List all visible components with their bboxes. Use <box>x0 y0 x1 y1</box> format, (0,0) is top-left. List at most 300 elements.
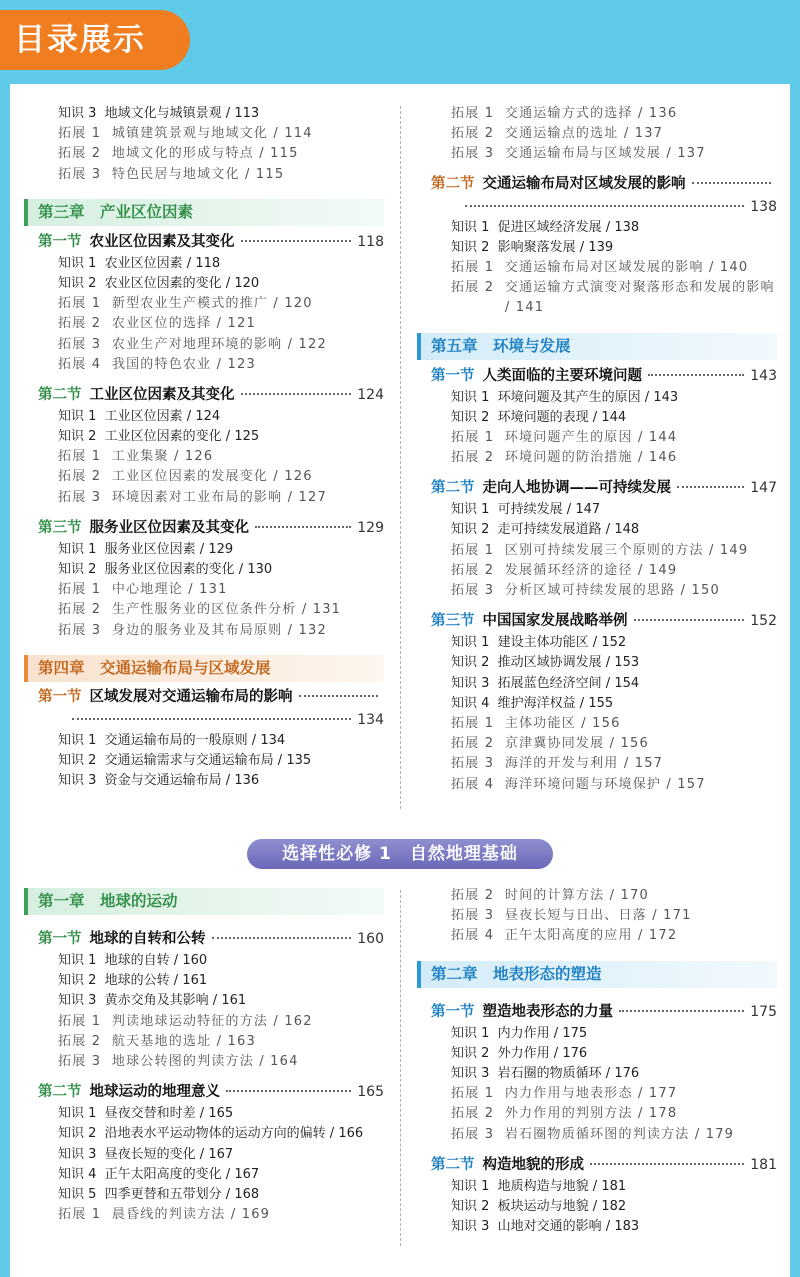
item-gap <box>96 773 104 788</box>
toc-item[interactable] <box>417 1197 777 1217</box>
item-text: 分析区域可持续发展的思路 / 150 <box>504 583 720 599</box>
spacer <box>24 641 384 655</box>
header-tab <box>0 10 190 70</box>
section-title: 中国国家发展战略举例 <box>482 613 628 630</box>
item-text: 内力作用与地表形态 / 177 <box>504 1086 678 1102</box>
toc-item[interactable] <box>24 1012 384 1032</box>
list-group <box>417 886 777 947</box>
section-heading[interactable] <box>24 686 384 731</box>
item-text: 昼夜交替和时差 / 165 <box>104 1106 234 1122</box>
item-label: 知识 2 <box>58 275 97 291</box>
item-text: 交通运输方式的选择 / 136 <box>504 106 678 121</box>
section-heading[interactable] <box>417 1153 777 1177</box>
item-label: 拓展 1 <box>451 429 495 445</box>
item-text: 走可持续发展道路 / 148 <box>497 522 640 538</box>
section-label: 第二节 <box>431 175 475 192</box>
section-heading[interactable] <box>24 383 384 407</box>
item-label: 拓展 2 <box>451 736 495 752</box>
spacer <box>417 601 777 609</box>
item-gap <box>96 1187 104 1202</box>
item-gap <box>494 908 505 923</box>
item-label: 拓展 2 <box>451 126 495 142</box>
item-label: 知识 1 <box>451 502 490 518</box>
toc-item[interactable] <box>417 1064 777 1084</box>
item-text: 判读地球运动特征的方法 / 162 <box>111 1013 313 1029</box>
list-group <box>24 104 384 185</box>
item-text: 城镇建筑景观与地域文化 / 114 <box>111 126 313 142</box>
item-gap <box>96 409 104 424</box>
section-heading[interactable] <box>417 476 777 500</box>
toc-item[interactable] <box>24 355 384 375</box>
item-label: 知识 3 <box>58 773 97 789</box>
toc-item[interactable] <box>24 731 384 751</box>
item-text: 资金与交通运输布局 / 136 <box>104 773 260 789</box>
toc-item[interactable] <box>24 971 384 991</box>
section-title: 服务业区位因素及其变化 <box>89 519 249 536</box>
item-label: 知识 3 <box>58 993 97 1009</box>
toc-item[interactable] <box>24 488 384 508</box>
toc-item[interactable] <box>417 1044 777 1064</box>
section-page: 175 <box>750 1003 777 1020</box>
toc-item[interactable] <box>417 1217 777 1237</box>
item-label: 知识 2 <box>58 1126 97 1142</box>
toc-item[interactable] <box>417 448 777 468</box>
toc-item[interactable] <box>417 144 777 164</box>
section-label: 第三节 <box>38 519 82 536</box>
column-divider <box>400 106 401 809</box>
item-label: 拓展 1 <box>451 542 495 558</box>
toc-item[interactable] <box>24 1032 384 1052</box>
toc-item[interactable] <box>24 1124 384 1144</box>
section-group <box>417 173 777 319</box>
item-text: 我国的特色农业 / 123 <box>111 356 256 372</box>
item-label: 拓展 3 <box>451 908 495 924</box>
leader-dots <box>677 486 744 488</box>
item-label: 拓展 1 <box>58 296 102 312</box>
toc-item[interactable] <box>417 734 777 754</box>
item-text: 环境问题及其产生的原因 / 143 <box>497 389 679 405</box>
item-gap <box>101 316 112 331</box>
header-title: 目录展示 <box>14 22 146 58</box>
leader-dots <box>226 1090 351 1092</box>
item-text: 地球的公转 / 161 <box>104 973 208 989</box>
section-heading-line <box>38 686 384 709</box>
item-gap <box>96 429 104 444</box>
toc-item[interactable] <box>24 335 384 355</box>
item-gap <box>489 1026 497 1041</box>
item-label: 拓展 1 <box>58 126 102 142</box>
toc-item[interactable] <box>24 467 384 487</box>
section-title: 区域发展对交通运输布局的影响 <box>89 688 293 705</box>
item-label: 知识 2 <box>451 239 490 255</box>
item-text: 交通运输布局对区域发展的影响 / 140 <box>504 259 749 275</box>
item-text: 可持续发展 / 147 <box>497 502 601 518</box>
toc-item[interactable] <box>417 238 777 258</box>
toc-item[interactable] <box>417 694 777 714</box>
chapter-heading[interactable]: 第三章 产业区位因素 <box>24 199 384 226</box>
item-text: 四季更替和五带划分 / 168 <box>104 1186 260 1202</box>
toc-column-bottom-left <box>24 888 384 1225</box>
item-gap <box>494 583 505 598</box>
toc-item[interactable] <box>24 1104 384 1124</box>
section-heading[interactable] <box>417 609 777 633</box>
item-text: 山地对交通的影响 / 183 <box>497 1219 640 1235</box>
toc-item[interactable] <box>417 1104 777 1124</box>
toc-item[interactable] <box>417 581 777 601</box>
item-label: 拓展 2 <box>451 562 495 578</box>
item-text: 外力作用的判别方法 / 178 <box>504 1106 678 1122</box>
section-heading[interactable] <box>417 173 777 218</box>
item-text: 身边的服务业及其布局原则 / 132 <box>111 622 327 638</box>
item-label: 拓展 2 <box>58 316 102 332</box>
section-heading[interactable] <box>417 364 777 388</box>
item-text: 发展循环经济的途径 / 149 <box>504 562 678 578</box>
item-text: 航天基地的选址 / 163 <box>111 1033 256 1049</box>
item-text: 交通运输点的选址 / 137 <box>504 126 664 142</box>
item-gap <box>101 623 112 638</box>
toc-item[interactable] <box>417 1084 777 1104</box>
item-gap <box>489 410 497 425</box>
toc-item[interactable] <box>417 388 777 408</box>
item-label: 拓展 2 <box>58 469 102 485</box>
item-label: 拓展 1 <box>451 259 495 275</box>
section-label: 第一节 <box>38 688 82 705</box>
toc-item[interactable] <box>417 754 777 774</box>
section-page: 134 <box>357 711 384 728</box>
item-label: 拓展 2 <box>451 450 495 466</box>
item-text: 海洋的开发与利用 / 157 <box>504 756 664 772</box>
item-text: 工业区位因素的发展变化 / 126 <box>111 469 313 485</box>
toc-item[interactable] <box>24 314 384 334</box>
item-label: 知识 2 <box>58 752 97 768</box>
toc-item[interactable] <box>24 991 384 1011</box>
item-text: 环境因素对工业布局的影响 / 127 <box>111 489 327 505</box>
spacer <box>417 165 777 173</box>
item-text: 促进区域经济发展 / 138 <box>497 219 640 235</box>
item-label: 拓展 3 <box>451 146 495 162</box>
toc-item[interactable] <box>417 408 777 428</box>
item-text: 交通运输布局的一般原则 / 134 <box>104 732 286 748</box>
section-label: 第二节 <box>38 1084 82 1101</box>
toc-item[interactable] <box>417 500 777 520</box>
item-text: 服务业区位因素的变化 / 130 <box>104 562 273 577</box>
item-gap <box>101 1034 112 1049</box>
item-gap <box>489 1046 497 1061</box>
toc-item[interactable] <box>24 254 384 274</box>
leader-dots <box>648 374 744 376</box>
toc-item[interactable] <box>417 258 777 278</box>
item-gap <box>96 973 104 988</box>
toc-item[interactable] <box>24 294 384 314</box>
section-title: 地球的自转和公转 <box>89 931 206 947</box>
toc-item[interactable] <box>24 427 384 447</box>
toc-item[interactable] <box>24 751 384 771</box>
leader-dots <box>72 718 351 720</box>
spacer <box>24 919 384 927</box>
item-text: 昼夜长短与日出、日落 / 171 <box>504 908 692 924</box>
item-text: 交通运输需求与交通运输布局 / 135 <box>104 752 312 768</box>
toc-item[interactable] <box>417 541 777 561</box>
item-gap <box>96 562 104 577</box>
section-page: 181 <box>750 1156 777 1173</box>
item-label: 拓展 2 <box>451 280 495 296</box>
item-label: 拓展 3 <box>58 622 102 638</box>
item-text: 影响聚落发展 / 139 <box>497 239 614 255</box>
item-text: 拓展蓝色经济空间 / 154 <box>497 675 640 691</box>
toc-item[interactable] <box>24 560 384 580</box>
toc-item[interactable] <box>24 621 384 641</box>
toc-item[interactable] <box>417 1125 777 1145</box>
item-gap <box>494 543 505 558</box>
chapter-heading[interactable]: 第五章 环境与发展 <box>417 333 777 360</box>
leader-dots <box>241 393 352 395</box>
toc-item[interactable] <box>24 274 384 294</box>
item-gap <box>494 777 505 792</box>
section-title: 人类面临的主要环境问题 <box>482 367 642 384</box>
toc-item[interactable] <box>417 104 777 124</box>
toc-item[interactable] <box>24 165 384 185</box>
item-text: 服务业区位因素 / 129 <box>104 541 234 557</box>
toc-item[interactable] <box>417 775 777 795</box>
item-gap <box>489 522 497 537</box>
spacer <box>24 375 384 383</box>
toc-item[interactable] <box>24 1205 384 1225</box>
item-label: 知识 3 <box>451 1065 490 1081</box>
toc-item[interactable] <box>24 1165 384 1185</box>
toc-item[interactable] <box>24 1052 384 1072</box>
item-label: 知识 2 <box>451 409 490 425</box>
toc-item[interactable] <box>24 1185 384 1205</box>
item-text: 工业集聚 / 126 <box>111 449 214 465</box>
toc-item[interactable] <box>417 561 777 581</box>
section-group <box>417 1000 777 1238</box>
item-text: 板块运动与地貌 / 182 <box>497 1198 627 1214</box>
item-text: 昼夜长短的变化 / 167 <box>104 1146 234 1162</box>
item-gap <box>96 753 104 768</box>
section-label: 第一节 <box>431 1003 475 1020</box>
item-label: 知识 2 <box>451 1198 490 1214</box>
spacer <box>417 468 777 476</box>
section-heading[interactable] <box>24 927 384 951</box>
section-label: 第二节 <box>38 386 82 403</box>
item-gap <box>96 733 104 748</box>
item-label: 知识 3 <box>451 1219 490 1235</box>
spacer <box>24 185 384 199</box>
toc-item[interactable] <box>417 520 777 540</box>
section-title: 农业区位因素及其变化 <box>89 233 235 250</box>
item-gap <box>489 635 497 650</box>
item-label: 知识 2 <box>451 1045 490 1061</box>
item-gap <box>96 1147 104 1162</box>
toc-item[interactable] <box>417 1024 777 1044</box>
item-label: 知识 1 <box>451 219 490 235</box>
leader-dots <box>634 619 745 621</box>
item-text: 农业区位因素的变化 / 120 <box>104 275 260 291</box>
section-heading[interactable] <box>24 1080 384 1104</box>
toc-item[interactable] <box>24 951 384 971</box>
item-gap <box>489 696 497 711</box>
item-gap <box>101 449 112 464</box>
section-page: 143 <box>750 367 777 384</box>
toc-item[interactable] <box>417 714 777 734</box>
toc-item[interactable] <box>24 407 384 427</box>
leader-dots <box>465 205 744 207</box>
item-label: 知识 1 <box>451 1025 490 1041</box>
item-text: 地域文化与城镇景观 / 113 <box>104 106 260 121</box>
toc-item[interactable] <box>417 428 777 448</box>
toc-column-top-left <box>24 104 384 791</box>
item-label: 知识 1 <box>58 541 97 557</box>
item-gap <box>101 1207 112 1222</box>
item-gap <box>489 1066 497 1081</box>
toc-item[interactable] <box>24 580 384 600</box>
item-text: 工业区位因素 / 124 <box>104 408 221 424</box>
item-gap <box>101 602 112 617</box>
item-text: 交通运输布局与区域发展 / 137 <box>504 146 706 162</box>
toc-item[interactable] <box>24 771 384 791</box>
toc-item[interactable] <box>417 886 777 906</box>
section-page: 160 <box>357 931 384 947</box>
item-label: 知识 4 <box>58 1166 97 1182</box>
item-label: 拓展 1 <box>58 449 102 465</box>
section-page: 147 <box>750 480 777 497</box>
item-gap <box>489 1179 497 1194</box>
item-text: 正午太阳高度的应用 / 172 <box>504 928 678 944</box>
item-gap <box>96 953 104 968</box>
item-label: 知识 1 <box>58 953 97 968</box>
list-group <box>417 104 777 165</box>
item-gap <box>101 296 112 311</box>
toc-item[interactable] <box>24 104 384 124</box>
item-label: 拓展 1 <box>58 1207 102 1223</box>
section-page: 124 <box>357 386 384 403</box>
section-label: 第一节 <box>38 233 82 250</box>
item-text: 海洋环境问题与环境保护 / 157 <box>504 776 706 792</box>
item-label: 拓展 1 <box>451 715 495 731</box>
item-label: 知识 2 <box>451 655 490 671</box>
section-page: 165 <box>357 1084 384 1101</box>
item-text: 推动区域协调发展 / 153 <box>497 655 640 671</box>
leader-dots <box>241 240 352 242</box>
item-text: 岩石圈物质循环图的判读方法 / 179 <box>504 1126 735 1142</box>
item-label: 拓展 2 <box>451 888 495 903</box>
item-label: 拓展 4 <box>58 356 102 372</box>
toc-item[interactable] <box>24 1145 384 1165</box>
toc-item[interactable] <box>24 144 384 164</box>
section-heading-line <box>431 173 777 196</box>
item-gap <box>494 1086 505 1101</box>
toc-item[interactable] <box>417 278 777 318</box>
section-title: 构造地貌的形成 <box>482 1156 584 1173</box>
item-gap <box>96 993 104 1008</box>
item-gap <box>494 928 505 943</box>
toc-item[interactable] <box>417 906 777 926</box>
item-label: 知识 1 <box>58 1106 97 1122</box>
item-gap <box>489 390 497 405</box>
item-label: 知识 4 <box>451 695 490 711</box>
item-text: 新型农业生产模式的推广 / 120 <box>111 296 313 312</box>
toc-item[interactable] <box>417 124 777 144</box>
toc-column-top-right <box>417 104 777 795</box>
item-text: 京津冀协同发展 / 156 <box>504 736 649 752</box>
chapter-heading[interactable]: 第一章 地球的运动 <box>24 888 384 915</box>
item-gap <box>101 582 112 597</box>
item-gap <box>489 1219 497 1234</box>
section-heading[interactable] <box>24 230 384 254</box>
module-title: 选择性必修 1 自然地理基础 <box>282 844 518 864</box>
item-gap <box>101 146 112 161</box>
item-gap <box>494 1127 505 1142</box>
toc-item[interactable] <box>417 1177 777 1197</box>
item-gap <box>489 502 497 517</box>
item-text: 区别可持续发展三个原则的方法 / 149 <box>504 542 749 558</box>
section-heading-line <box>38 709 384 731</box>
item-gap <box>494 1106 505 1121</box>
item-label: 知识 1 <box>451 1178 490 1194</box>
section-label: 第三节 <box>431 613 475 630</box>
section-label: 第一节 <box>431 367 475 384</box>
item-gap <box>494 126 505 141</box>
toc-item[interactable] <box>417 633 777 653</box>
item-label: 拓展 2 <box>451 1106 495 1122</box>
toc-item[interactable] <box>417 674 777 694</box>
item-gap <box>494 430 505 445</box>
item-gap <box>489 240 497 255</box>
section-heading[interactable] <box>24 516 384 540</box>
leader-dots <box>212 937 352 939</box>
toc-item[interactable] <box>24 447 384 467</box>
leader-dots <box>692 182 772 184</box>
toc-item[interactable] <box>417 653 777 673</box>
section-label: 第二节 <box>431 1156 475 1173</box>
item-text: 农业生产对地理环境的影响 / 122 <box>111 336 327 352</box>
toc-item[interactable] <box>24 600 384 620</box>
item-text: 黄赤交角及其影响 / 161 <box>104 993 247 1009</box>
item-label: 拓展 3 <box>451 583 495 599</box>
item-label: 拓展 2 <box>58 602 102 618</box>
toc-item[interactable] <box>24 540 384 560</box>
item-label: 拓展 3 <box>58 166 102 182</box>
item-label: 知识 1 <box>451 389 490 405</box>
item-text: 工业区位因素的变化 / 125 <box>104 429 260 445</box>
item-gap <box>494 888 505 903</box>
spacer <box>24 508 384 516</box>
item-text: 地球公转图的判读方法 / 164 <box>111 1053 299 1069</box>
chapter-heading[interactable]: 第四章 交通运输布局与区域发展 <box>24 655 384 682</box>
spacer <box>417 1145 777 1153</box>
item-label: 拓展 2 <box>58 146 102 162</box>
item-label: 拓展 4 <box>451 776 495 792</box>
toc-item[interactable] <box>417 926 777 946</box>
toc-item[interactable] <box>417 218 777 238</box>
item-gap <box>489 655 497 670</box>
item-gap <box>494 450 505 465</box>
section-group <box>417 364 777 795</box>
item-text: 环境问题的表现 / 144 <box>497 409 627 425</box>
item-gap <box>96 1124 104 1144</box>
item-text: 生产性服务业的区位条件分析 / 131 <box>111 602 342 618</box>
section-title: 走向人地协调——可持续发展 <box>482 480 671 497</box>
item-gap <box>494 106 505 121</box>
section-heading-line <box>431 196 777 218</box>
section-heading[interactable] <box>417 1000 777 1024</box>
item-gap <box>96 1167 104 1182</box>
item-gap <box>101 357 112 372</box>
item-label: 知识 3 <box>58 106 97 121</box>
item-label: 知识 5 <box>58 1186 97 1202</box>
toc-item[interactable] <box>24 124 384 144</box>
chapter-heading[interactable]: 第二章 地表形态的塑造 <box>417 961 777 988</box>
